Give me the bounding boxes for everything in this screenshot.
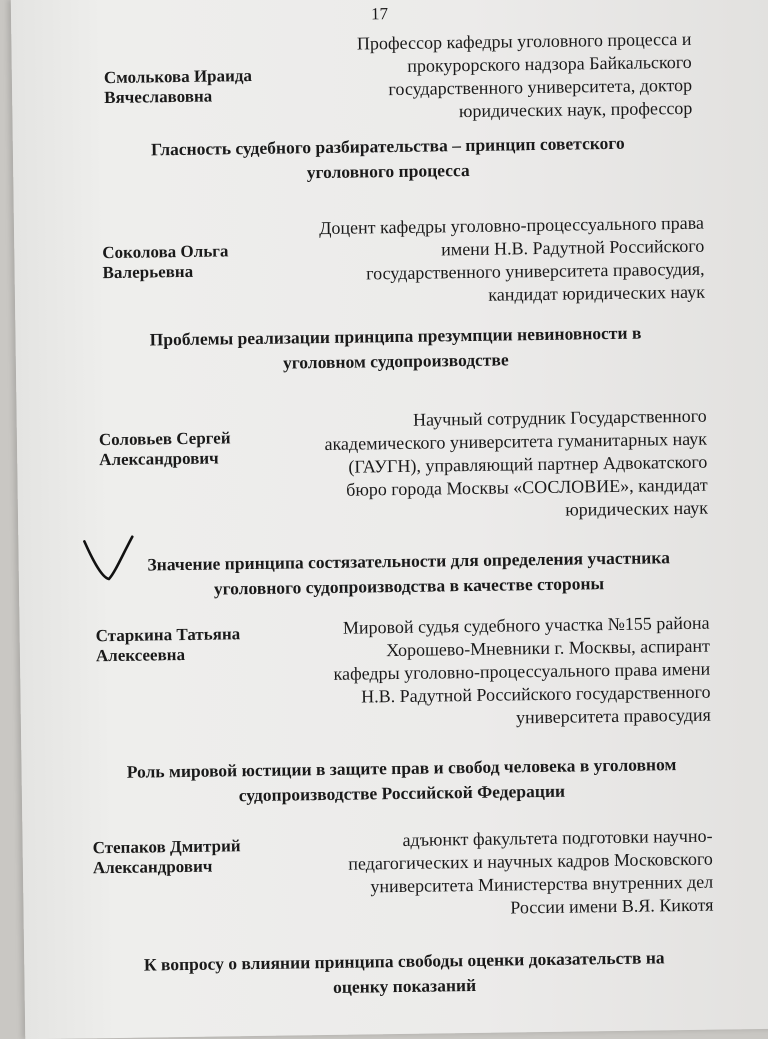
title-line: Гласность судебного разбирательства – принцип советского xyxy=(150,132,625,160)
document-page xyxy=(11,0,768,1039)
author-affiliation xyxy=(264,212,705,310)
title-line: Проблемы реализации принципа презумпции невиновности в xyxy=(149,322,642,350)
author-name xyxy=(99,428,231,470)
affiliation-line: кандидат юридических наук xyxy=(488,281,706,305)
affiliation-line: Доцент кафедры уголовно-процессуального права xyxy=(319,212,705,239)
talk-title xyxy=(123,130,654,187)
talk-title xyxy=(109,545,710,603)
talk-title xyxy=(115,320,676,378)
talk-title xyxy=(94,945,715,1004)
affiliation-line: прокурорского надзора Байкальского xyxy=(407,51,692,76)
affiliation-line: государственного университета правосудия, xyxy=(366,258,705,284)
author-line: Алексеевна xyxy=(95,644,186,666)
author-line: Александрович xyxy=(92,856,213,878)
title-line: оценку показаний xyxy=(332,974,477,997)
title-line: Роль мировой юстиции в защите прав и свобод человека в уголовном xyxy=(126,754,677,782)
affiliation-line: государственного университета, доктор xyxy=(388,74,693,100)
author-name xyxy=(104,66,253,108)
affiliation-line: (ГАУГН), управляющий партнер Адвокатского xyxy=(348,451,708,477)
author-affiliation xyxy=(269,612,711,733)
affiliation-line: имени Н.В. Радутной Российского xyxy=(441,235,705,260)
affiliation-line: Профессор кафедры уголовного процесса и xyxy=(356,28,692,54)
title-line: судопроизводстве Российской Федерации xyxy=(238,780,566,806)
author-name xyxy=(96,624,241,666)
author-line: Соловьев Сергей xyxy=(98,428,231,450)
affiliation-line: России имени В.Я. Кикотя xyxy=(510,894,714,918)
author-affiliation xyxy=(272,825,713,923)
title-line: уголовного процесса xyxy=(306,159,470,183)
author-line: Вячеславовна xyxy=(104,86,213,108)
checkmark-icon xyxy=(78,533,139,586)
affiliation-line: Мировой судья судебного участка №155 района xyxy=(342,612,710,638)
author-line: Соколова Ольга xyxy=(102,241,229,263)
affiliation-line: Хорошево-Мневники г. Москвы, аспирант xyxy=(385,635,711,661)
affiliation-line: кафедры уголовно-процессуального права имени xyxy=(333,658,711,684)
talk-title xyxy=(91,752,712,811)
author-line: Старкина Татьяна xyxy=(95,624,241,646)
affiliation-line: педагогических и научных кадров Московского xyxy=(348,848,713,874)
author-line: Александрович xyxy=(99,448,219,470)
author-name xyxy=(102,241,229,283)
affiliation-line: Научный сотрудник Государственного xyxy=(412,405,707,430)
affiliation-line: Н.В. Радутной Российского государственного xyxy=(360,681,711,707)
title-line: К вопросу о влиянии принципа свободы оценки доказательств на xyxy=(143,947,665,975)
affiliation-line: адъюнкт факультета подготовки научно- xyxy=(402,825,713,850)
affiliation-line: академического университета гуманитарных наук xyxy=(324,428,708,455)
title-line: уголовного судопроизводства в качестве стороны xyxy=(213,573,605,599)
author-affiliation xyxy=(267,405,709,526)
title-line: уголовном судопроизводстве xyxy=(282,349,509,373)
author-line: Валерьевна xyxy=(102,261,194,283)
affiliation-line: юридических наук xyxy=(565,497,709,520)
affiliation-line: бюро города Москвы «СОСЛОВИЕ», кандидат xyxy=(346,474,708,500)
author-name xyxy=(92,836,241,878)
affiliation-line: юридических наук, профессор xyxy=(458,97,693,122)
title-line: Значение принципа состязательности для определения участника xyxy=(147,547,671,575)
affiliation-line: университета Министерства внутренних дел xyxy=(370,871,714,897)
affiliation-line: университета правосудия xyxy=(515,704,711,728)
author-line: Смолькова Ираида xyxy=(103,65,253,88)
page-number: 17 xyxy=(370,4,389,24)
author-line: Степаков Дмитрий xyxy=(92,836,241,858)
author-affiliation xyxy=(261,28,692,126)
